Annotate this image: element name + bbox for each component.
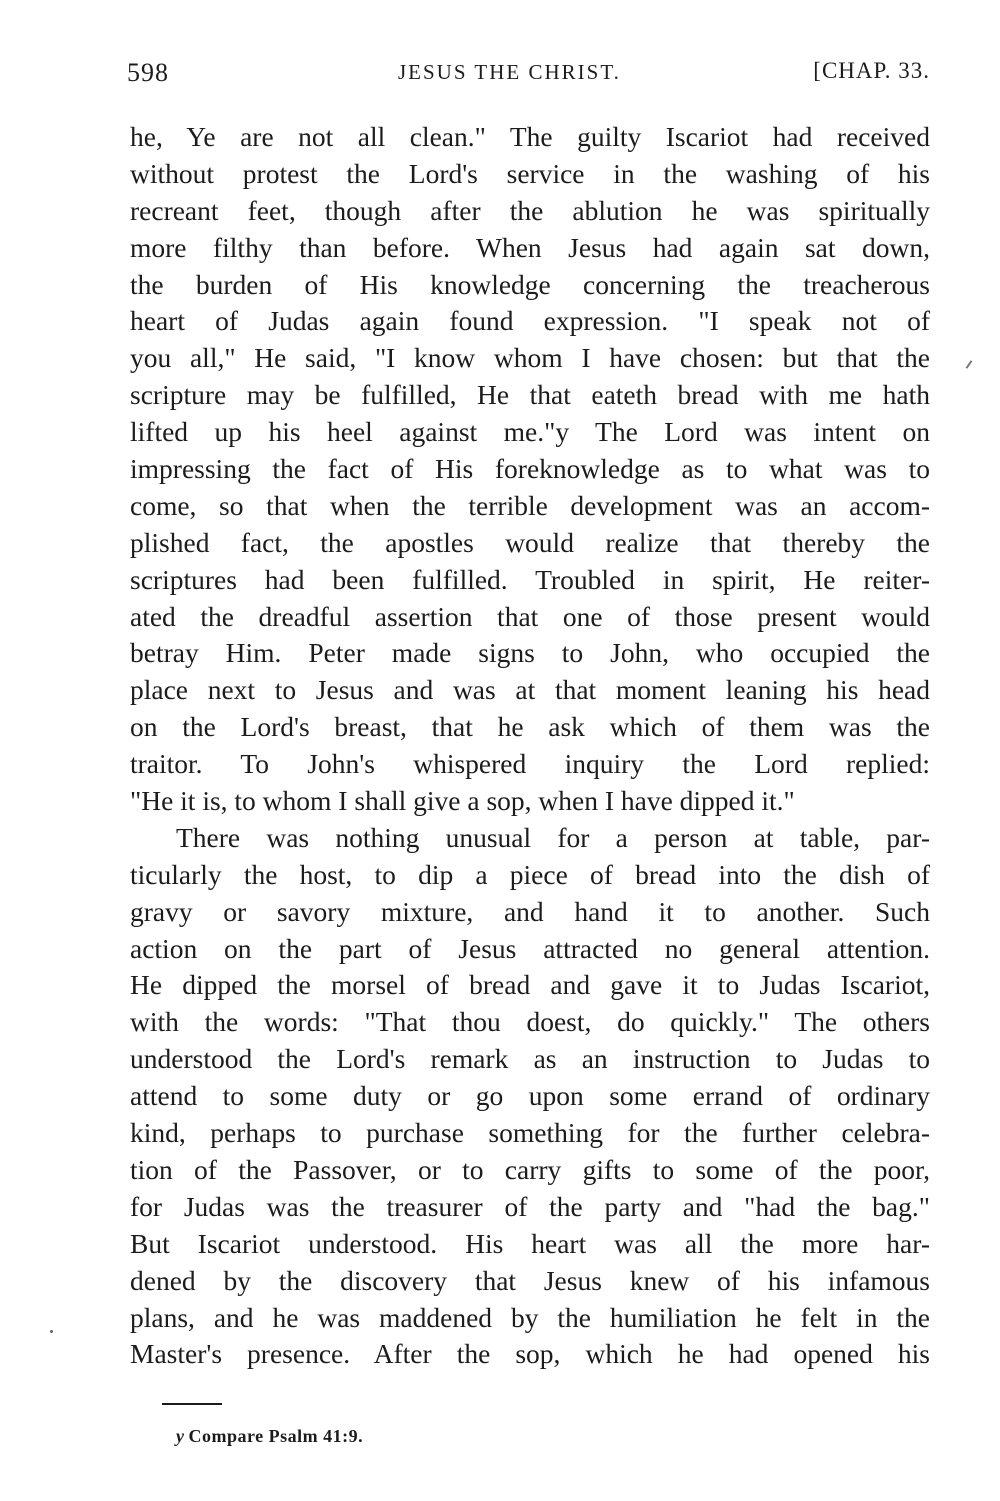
footnote-text: Compare Psalm 41:9. [188, 1426, 364, 1446]
text-line: plans, and he was maddened by the humiliation he felt in the [130, 1301, 930, 1333]
text-line: without protest the Lord's service in the washing of his [130, 157, 930, 189]
text-line: lifted up his heel against me."y The Lord was intent on [130, 416, 930, 448]
footnote-marker: y [176, 1426, 185, 1446]
text-line: dened by the discovery that Jesus knew of his infamous [130, 1264, 930, 1296]
page-number: 598 [127, 58, 169, 87]
text-line: scripture may be fulfilled, He that eateth bread with me hath [130, 379, 930, 411]
text-line: the burden of His knowledge concerning the treacherous [130, 268, 930, 300]
text-line: heart of Judas again found expression. "I speak not of [130, 305, 930, 337]
text-line: gravy or savory mixture, and hand it to another. Such [130, 895, 930, 927]
text-line: He dipped the morsel of bread and gave it to Judas Iscariot, [130, 969, 930, 1001]
text-line: Master's presence. After the sop, which he had opened his [130, 1338, 930, 1370]
text-line: recreant feet, though after the ablution he was spiritually [130, 194, 930, 226]
text-line: more filthy than before. When Jesus had again sat down, [130, 231, 930, 263]
text-line: you all," He said, "I know whom I have chosen: but that the [130, 342, 930, 374]
text-line: But Iscariot understood. His heart was all the more har- [130, 1227, 930, 1259]
running-title: JESUS THE CHRIST. [398, 60, 621, 84]
text-line: ated the dreadful assertion that one of those present would [130, 600, 930, 632]
running-header [127, 58, 930, 98]
text-line: "He it is, to whom I shall give a sop, when I have dipped it." [130, 785, 795, 817]
text-line: tion of the Passover, or to carry gifts to some of the poor, [130, 1153, 930, 1185]
text-line: place next to Jesus and was at that moment leaning his head [130, 674, 930, 706]
text-line: There was nothing unusual for a person at table, par- [176, 821, 930, 853]
text-line: with the words: "That thou doest, do quickly." The others [130, 1006, 930, 1038]
body-text [130, 119, 930, 1373]
text-line: understood the Lord's remark as an instruction to Judas to [130, 1043, 930, 1075]
text-line: attend to some duty or go upon some errand of ordinary [130, 1080, 930, 1112]
footnote [176, 1426, 363, 1447]
text-line: impressing the fact of His foreknowledge as to what was to [130, 453, 930, 485]
text-line: traitor. To John's whispered inquiry the Lord replied: [130, 748, 930, 780]
text-line: plished fact, the apostles would realize that thereby the [130, 526, 930, 558]
text-line: on the Lord's breast, that he ask which of them was the [130, 711, 930, 743]
chapter-reference: [CHAP. 33. [813, 58, 930, 83]
page-dot [50, 1330, 53, 1333]
text-line: kind, perhaps to purchase something for the further celebra- [130, 1117, 930, 1149]
text-line: betray Him. Peter made signs to John, who occupied the [130, 637, 930, 669]
text-line: scriptures had been fulfilled. Troubled in spirit, He reiter- [130, 563, 930, 595]
page-speck [966, 360, 973, 369]
text-line: action on the part of Jesus attracted no general attention. [130, 932, 930, 964]
text-line: for Judas was the treasurer of the party and "had the bag." [130, 1190, 930, 1222]
text-line: come, so that when the terrible development was an accom- [130, 489, 930, 521]
text-line: he, Ye are not all clean." The guilty Iscariot had received [130, 121, 930, 152]
footnote-rule [162, 1403, 222, 1405]
text-line: ticularly the host, to dip a piece of bread into the dish of [130, 858, 930, 890]
paragraph-container [130, 119, 930, 1373]
